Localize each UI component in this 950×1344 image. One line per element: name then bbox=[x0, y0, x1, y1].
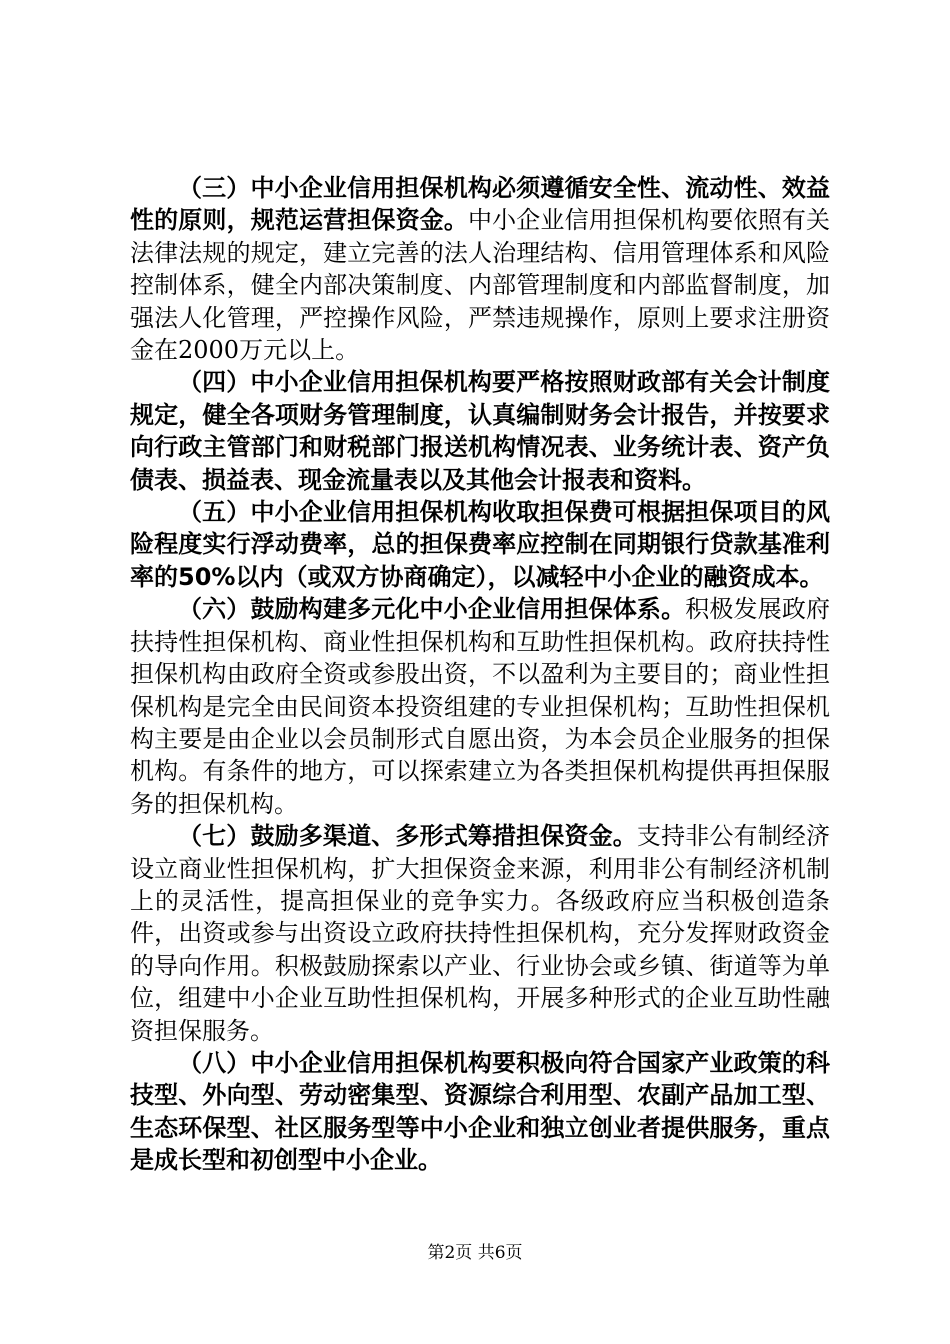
paragraph-8 bbox=[130, 1047, 830, 1177]
paragraph-3-heading: （三）中小企业信用担保机构必须遵循安全性、流动性、效益性的原则，规范运营担保资金。 bbox=[130, 174, 830, 235]
paragraph-3-text: 中小企业信用担保机构要依照有关法律法规的规定，建立完善的法人治理结构、信用管理体系和风险控制体系，健全内部决策制度、内部管理制度和内部监督制度，加强法人化管理，严控操作风险，严禁违规操作，原则上要求注册资金在2000万元以上。 bbox=[130, 206, 830, 365]
paragraph-4 bbox=[130, 366, 830, 496]
paragraph-6-text: 积极发展政府扶持性担保机构、商业性担保机构和互助性担保机构。政府扶持性担保机构由政府全资或参股出资，不以盈利为主要目的；商业性担保机构是完全由民间资本投资组建的专业担保机构；互助性担保机构主要是由企业以会员制形式自愿出资，为本会员企业服务的担保机构。有条件的地方，可以探索建立为各类担保机构提供再担保服务的担保机构。 bbox=[130, 595, 831, 818]
paragraph-3 bbox=[130, 172, 830, 366]
paragraph-6 bbox=[130, 593, 830, 820]
paragraph-7-heading: （七）鼓励多渠道、多形式筹措担保资金。 bbox=[178, 822, 637, 851]
paragraph-5 bbox=[130, 496, 830, 593]
page-number-footer: 第2页 共6页 bbox=[427, 1243, 523, 1263]
paragraph-7-text: 支持非公有制经济设立商业性担保机构，扩大担保资金来源，利用非公有制经济机制上的灵活性，提高担保业的竞争实力。各级政府应当积极创造条件，出资或参与出资设立政府扶持性担保机构，充分发挥财政资金的导向作用。积极鼓励探索以产业、行业协会或乡镇、街道等为单位，组建中小企业互助性担保机构，开展多种形式的企业互助性融资担保服务。 bbox=[130, 822, 830, 1045]
paragraph-4-heading: （四）中小企业信用担保机构要严格按照财政部有关会计制度规定，健全各项财务管理制度，认真编制财务会计报告，并按要求向行政主管部门和财税部门报送机构情况表、业务统计表、资产负债表、损益表、现金流量表以及其他会计报表和资料。 bbox=[130, 368, 830, 494]
paragraph-7 bbox=[130, 820, 830, 1047]
paragraph-5-heading: （五）中小企业信用担保机构收取担保费可根据担保项目的风险程度实行浮动费率，总的担保费率应控制在同期银行贷款基准利率的50%以内（或双方协商确定），以减轻中小企业的融资成本。 bbox=[130, 498, 830, 591]
paragraph-8-heading: （八）中小企业信用担保机构要积极向符合国家产业政策的科技型、外向型、劳动密集型、资源综合利用型、农副产品加工型、生态环保型、社区服务型等中小企业和独立创业者提供服务，重点是成长型和初创型中小企业。 bbox=[130, 1048, 830, 1175]
document-body bbox=[130, 172, 830, 1177]
paragraph-6-heading: （六）鼓励构建多元化中小企业信用担保体系。 bbox=[178, 595, 686, 624]
